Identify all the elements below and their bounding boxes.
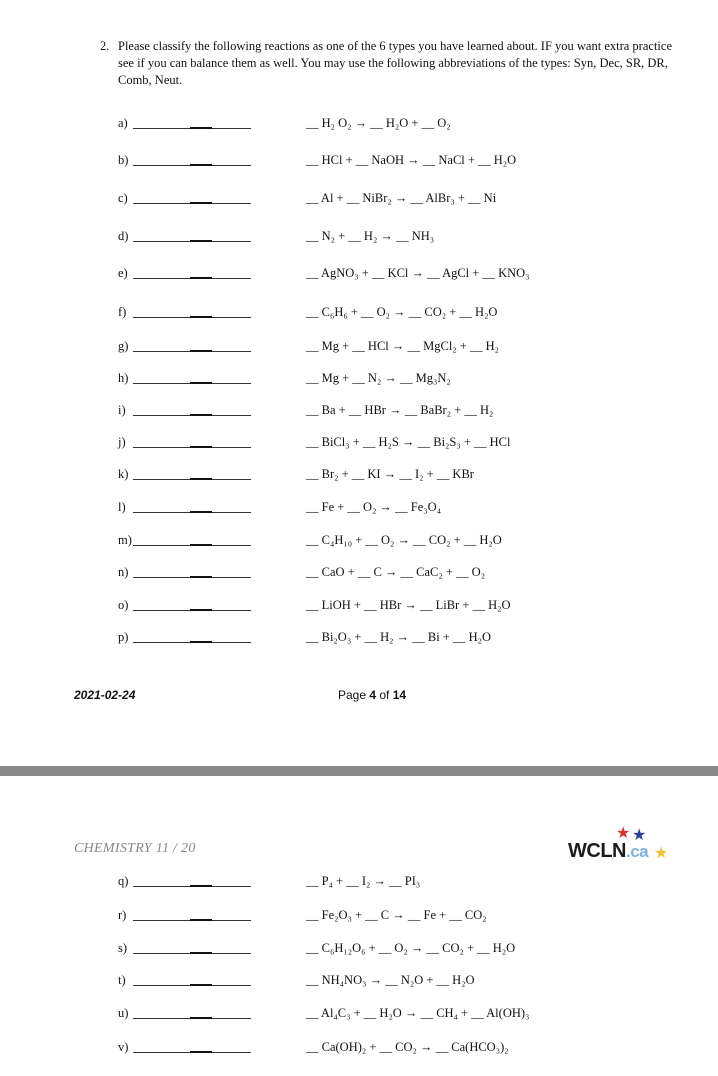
answer-blank-mark — [190, 919, 212, 921]
reaction-label: p) — [118, 630, 129, 644]
answer-blank-mark — [190, 1017, 212, 1019]
answer-blank-mark — [190, 544, 212, 546]
reaction-label: n) — [118, 565, 129, 579]
reaction-label: u) — [118, 1006, 129, 1020]
answer-blank-mark — [190, 202, 212, 204]
reaction-row — [0, 533, 718, 551]
reaction-row — [0, 116, 718, 134]
reaction-row — [0, 1006, 718, 1024]
reaction-equation: __ Fe₂O₃ + __ C → __ Fe + __ CO₂ — [306, 908, 487, 922]
answer-blank-mark — [190, 382, 212, 384]
answer-blank-mark — [190, 984, 212, 986]
reaction-row — [0, 874, 718, 892]
reaction-label: o) — [118, 598, 129, 612]
reaction-label: b) — [118, 153, 129, 167]
reaction-equation: __ Ca(OH)₂ + __ CO₂ → __ Ca(HCO₃)₂ — [306, 1040, 509, 1054]
reaction-row — [0, 1040, 718, 1058]
reaction-row — [0, 371, 718, 389]
reaction-row — [0, 403, 718, 421]
answer-blank-mark — [190, 240, 212, 242]
reaction-equation: __ P₄ + __ I₂ → __ PI₃ — [306, 874, 421, 888]
course-title: CHEMISTRY 11 / 20 — [74, 841, 196, 856]
blue-star-icon: ★ — [632, 827, 647, 844]
reaction-equation: __ Al + __ NiBr₂ → __ AlBr₃ + __ Ni — [306, 191, 497, 205]
answer-blank-mark — [190, 446, 212, 448]
reaction-row — [0, 339, 718, 357]
reaction-row — [0, 500, 718, 518]
reaction-row — [0, 598, 718, 616]
answer-blank-mark — [190, 885, 212, 887]
question-number: 2. — [100, 39, 110, 53]
answer-blank-mark — [190, 164, 212, 166]
reaction-row — [0, 305, 718, 323]
wcln-logo — [568, 826, 678, 866]
yellow-star-icon: ★ — [654, 845, 669, 862]
reaction-label: a) — [118, 116, 128, 130]
reaction-row — [0, 973, 718, 991]
reaction-label: d) — [118, 229, 129, 243]
answer-blank-mark — [190, 952, 212, 954]
reaction-label: m) — [118, 533, 132, 547]
reaction-label: t) — [118, 973, 126, 987]
reaction-equation: __ HCl + __ NaOH → __ NaCl + __ H₂O — [306, 153, 517, 167]
reaction-equation: __ Ba + __ HBr → __ BaBr₂ + __ H₂ — [306, 403, 494, 417]
reaction-equation: __ Al₄C₃ + __ H₂O → __ CH₄ + __ Al(OH)₃ — [306, 1006, 530, 1020]
red-star-icon: ★ — [616, 825, 631, 842]
answer-blank-mark — [190, 511, 212, 513]
reaction-label: e) — [118, 266, 128, 280]
reaction-equation: __ Bi₂O₃ + __ H₂ → __ Bi + __ H₂O — [306, 630, 492, 644]
reaction-row — [0, 941, 718, 959]
reaction-row — [0, 467, 718, 485]
reaction-equation: __ Mg + __ N₂ → __ Mg₃N₂ — [306, 371, 451, 385]
answer-blank-mark — [190, 478, 212, 480]
reaction-label: j) — [118, 435, 126, 449]
page-divider — [0, 766, 718, 776]
reaction-equation: __ H₂ O₂ → __ H₂O + __ O₂ — [306, 116, 451, 130]
answer-blank-mark — [190, 576, 212, 578]
answer-blank-mark — [190, 316, 212, 318]
answer-blank-mark — [190, 277, 212, 279]
reaction-label: l) — [118, 500, 126, 514]
reaction-row — [0, 229, 718, 247]
reaction-label: v) — [118, 1040, 129, 1054]
reaction-equation: __ N₂ + __ H₂ → __ NH₃ — [306, 229, 435, 243]
reaction-equation: __ C₄H₁₀ + __ O₂ → __ CO₂ + __ H₂O — [306, 533, 502, 547]
reaction-label: h) — [118, 371, 129, 385]
reaction-row — [0, 435, 718, 453]
reaction-label: i) — [118, 403, 126, 417]
reaction-equation: __ C₆H₁₂O₆ + __ O₂ → __ CO₂ + __ H₂O — [306, 941, 516, 955]
reaction-equation: __ Mg + __ HCl → __ MgCl₂ + __ H₂ — [306, 339, 499, 353]
reaction-label: c) — [118, 191, 128, 205]
reaction-label: f) — [118, 305, 127, 319]
reaction-row — [0, 908, 718, 926]
reaction-equation: __ C₆H₆ + __ O₂ → __ CO₂ + __ H₂O — [306, 305, 498, 319]
logo-text: WCLN.ca — [568, 840, 649, 862]
reaction-row — [0, 630, 718, 648]
instructions-text: Please classify the following reactions as one of the 6 types you have learned about. IF you want extra practice see if you can balance them as well. You may use the following abbreviations of the types: Syn, Dec, SR, DR, Comb, Neut. — [118, 39, 672, 87]
footer-date: 2021-02-24 — [74, 688, 136, 702]
answer-blank-mark — [190, 414, 212, 416]
reaction-label: s) — [118, 941, 128, 955]
page-number: Page 4 of 14 — [338, 688, 407, 702]
reaction-equation: __ NH₄NO₃ → __ N₂O + __ H₂O — [306, 973, 475, 987]
reaction-equation: __ CaO + __ C → __ CaC₂ + __ O₂ — [306, 565, 486, 579]
answer-blank-mark — [190, 609, 212, 611]
answer-blank-mark — [190, 127, 212, 129]
answer-blank-mark — [190, 1051, 212, 1053]
reaction-row — [0, 266, 718, 284]
reaction-row — [0, 191, 718, 209]
instructions — [100, 38, 675, 89]
reaction-row — [0, 153, 718, 171]
reaction-equation: __ AgNO₃ + __ KCl → __ AgCl + __ KNO₃ — [306, 266, 530, 280]
reaction-label: q) — [118, 874, 129, 888]
reaction-equation: __ Br₂ + __ KI → __ I₂ + __ KBr — [306, 467, 474, 481]
reaction-label: k) — [118, 467, 129, 481]
reaction-equation: __ BiCl₃ + __ H₂S → __ Bi₂S₃ + __ HCl — [306, 435, 511, 449]
reaction-row — [0, 565, 718, 583]
reaction-equation: __ LiOH + __ HBr → __ LiBr + __ H₂O — [306, 598, 511, 612]
reaction-equation: __ Fe + __ O₂ → __ Fe₃O₄ — [306, 500, 442, 514]
reaction-label: r) — [118, 908, 127, 922]
answer-blank-mark — [190, 350, 212, 352]
reaction-label: g) — [118, 339, 129, 353]
answer-blank-mark — [190, 641, 212, 643]
